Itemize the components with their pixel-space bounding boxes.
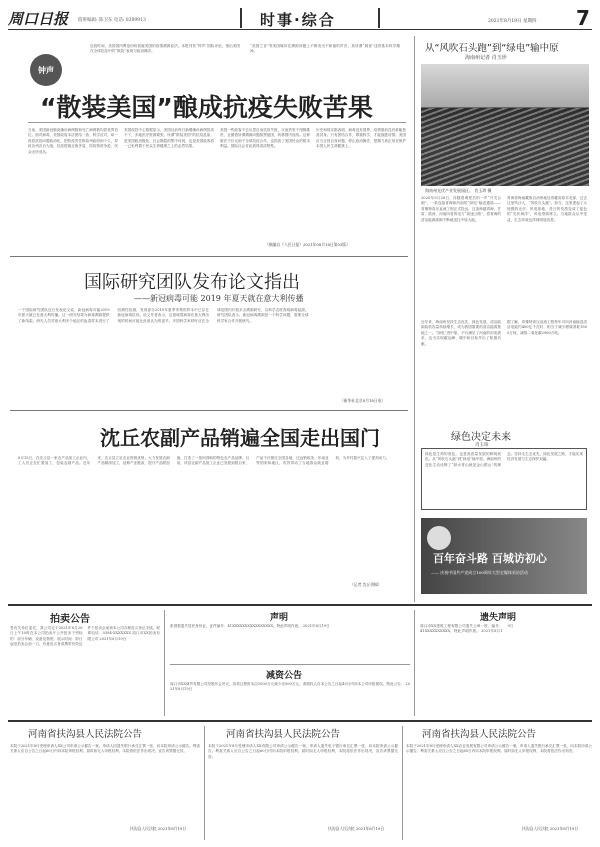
issue-date: 2021年8月19日 星期四: [488, 19, 537, 24]
banner-main: 百年奋斗路 百城访初心: [433, 552, 547, 565]
rule: [402, 726, 403, 840]
research-subhead: ——新冠病毒可能 2019 年夏天就在意大利传播: [134, 294, 304, 303]
right-body-2: 青海省海南藏族自治州地处青藏高原东北部，过去这里风沙大、“风吹石头跑”。如今，这里建起了大规模的光伏、风电基地，昔日的荒漠变成了蓝色的“光伏海洋”，风电塔筒林立。当地群众从中受益，生态环境也得到明显改善。: [507, 196, 587, 222]
lead-body-2: 美国疾控中心数据显示，美国目前每日新增确诊病例居高不下，多地医疗资源紧张。所谓“散装美国”的抗疫乱象，是美国政治极化、社会撕裂的集中体现，也是美国政客将一己私利置于民众生命健康之上的必然结果。: [124, 128, 214, 149]
court-body-2: 本院于2021年8月受理申请人XX有限公司申请公示催告一案，申请人遗失电子银行承兑汇票一张，向本院申请公示催告。利害关系人应自公告之日起60日内向本院申报权利。届时如无人申报权利，本院将依法作出判决，宣告该票据无效。: [208, 744, 398, 759]
capital-reduction-body: 周口市XX商贸有限公司经股东会决议，拟将注册资本由1000万元减少至500万元。请债权人自本公告之日起45日内向本公司申报债权。特此公告。 2021年8月19日: [170, 682, 410, 692]
statement-notice: [170, 610, 410, 660]
page-number: 7: [576, 6, 590, 30]
lost-notice: [420, 610, 590, 716]
court-title-3: 河南省扶沟县人民法院公告: [422, 729, 537, 740]
side-byline: 肖玉珍: [475, 443, 489, 448]
lead-headline: “散装美国”酿成抗疫失败苦果: [40, 93, 373, 122]
divider: [240, 8, 242, 28]
lost-body: 周口市XX建筑工程有限公司遗失公章一枚，编号：41XXXXXXXXXX，特此声明作废。 2021年8月19日: [420, 624, 514, 634]
court-sign-1: 扶沟县人民法院 2021年8月19日: [130, 826, 187, 831]
rule: [8, 720, 592, 722]
court-notice-1: [10, 726, 200, 840]
rule: [170, 664, 410, 665]
agri-article: [10, 414, 408, 592]
editor-info: 值班编辑: 陈卫东 电话: 8389913: [78, 18, 146, 23]
divider: [378, 8, 380, 28]
column-tag: 钟声: [30, 54, 62, 86]
court-title-2: 河南省扶沟县人民法院公告: [226, 729, 341, 740]
right-column: [414, 36, 592, 602]
side-box: [421, 448, 587, 510]
lead-intro-right: “美国之音”等美国媒体在溯源问题上不断发出不和谐的声音，其所谓“调查”违背基本科学精神。: [250, 44, 400, 54]
auction-body: 受有关单位委托，我公司定于2021年8月26日上午10时在本公司拍卖厅公开拍卖下列标的：部分车辆、设备及物资。展示时间：即日起至拍卖会前一日。有意竞买者请携带有效证件于拍卖会前到本公司办理竞买登记手续。联系电话：0394-XXXXXXX 周口市XX拍卖有限公司 2021年8月19日: [10, 626, 160, 647]
lead-body-1: 当前，美国新冠肺炎确诊病例数和死亡病例数均居世界首位。面对病毒，美国政府本应团结一致、科学应对，却一再将抗疫问题政治化，把防疫责任推给州政府和个人，导致各州各自为战，抗疫措施互相矛盾，防疫物资争抢，民众无所适从。: [28, 128, 118, 154]
photo-caption: 海南州光伏产业发展园区。 肖玉珍 摄: [425, 188, 492, 193]
court-notice-3: [406, 726, 592, 840]
agri-body: 8月15日，在沈丘县一家农产品加工企业内，工人们正在忙着加工、包装农副产品。近年来，沈丘县立足农业资源优势，大力发展农副产品精深加工，延伸产业链条，提升产品附加值，打造了一批叫得响的特色农产品品牌。目前，该县农副产品加工企业已发展到数百家，产品不仅销往全国各地，还远销欧美、东南亚等国家和地区，有效带动了当地群众就业增收，为乡村振兴注入了强劲动力。: [18, 456, 390, 466]
rule: [8, 604, 592, 606]
auction-title: 拍卖公告: [50, 614, 90, 625]
emblem-icon: [427, 526, 451, 550]
rule: [10, 410, 408, 411]
court-title-1: 河南省扶沟县人民法院公告: [28, 729, 143, 740]
court-sign-2: 扶沟县人民法院 2021年8月19日: [328, 826, 385, 831]
lost-title: 遗失声明: [480, 613, 517, 623]
statement-title: 声明: [270, 613, 289, 623]
right-body-4: 据了解，青豫特高压直流工程每年可向河南输送清洁电能约400亿千瓦时，相当于减少燃煤消耗1800万吨，减排二氧化碳2960万吨。: [507, 320, 587, 335]
research-headline: 国际研究团队发布论文指出: [84, 272, 300, 293]
court-body-3: 本院于2021年8月受理申请人XX农业发展有限公司申请公示催告一案，申请人遗失银行承兑汇票一张，向本院申请公示催告。利害关系人应自公告之日起60日内向本院申报权利。届时如无人申报权利，本院将依法作出判决。: [406, 744, 592, 754]
lead-body-3: 美国一些政客不去反思自身抗疫失败，反而热衷于甩锅推责，企图借所谓溯源问题抹黑他国，转移国内视线。这种做法不仅无助于全球抗疫合作，也损害了美国民众的根本利益。国际社会对此看得清清楚楚。: [220, 128, 310, 149]
rule: [28, 122, 406, 123]
agri-source: （记者 沈丘供稿）: [350, 582, 382, 587]
solar-farm-photo: [421, 64, 589, 186]
court-body-1: 本院于2021年8月受理申请人XX公司申请公示催告一案，申请人因遗失银行承兑汇票一张，向本院申请公示催告。利害关系人应自公告之日起60日内向本院申报权利。届时如无人申报权利，本院将依法作出判决，宣告该票据无效。: [10, 744, 200, 754]
side-title: 绿色决定未来: [451, 432, 511, 443]
section-title: 时事·综合: [260, 11, 336, 29]
anniversary-banner: [421, 518, 587, 594]
statement-body: 张国强遗失居民身份证，证件编号：41XXXXXXXXXXXXXXXX，特此声明作废。 2021年8月19日: [170, 624, 330, 628]
right-body-3: 近年来，海南州坚持生态优先、绿色发展，清洁能源装机容量持续增长，成为我国重要的清洁能源基地之一。“绿电”进中原，不仅满足了河南的用电需求，也为实现碳达峰、碳中和目标作出了积极贡献。: [421, 320, 501, 346]
right-headline: 从“风吹石头跑”到“绿电”输中原: [425, 43, 559, 54]
solar-panels: [421, 108, 589, 186]
lead-intro: 近段时间，美国国内舆论纷纷质疑美国的疫情溯源说法。本报刊发“钟声”国际评论，指出美国在全球抗疫中的“散装”表现与政治操弄。: [90, 44, 240, 54]
banner-sub: —— 庆祝中国共产党成立100周年大型全媒体采访活动: [431, 570, 528, 575]
rule: [10, 256, 408, 257]
court-notice-2: [208, 726, 398, 840]
masthead: [8, 8, 592, 30]
research-source: （新华社北京8月18日电）: [340, 398, 386, 403]
rule: [414, 610, 415, 716]
research-body: 一个国际研究团队近日发表论文说，新冠病毒可能2019年夏天就已在意大利传播。这一研究结果为病毒溯源提供了新线索。研究人员对意大利多个地区的血清样本进行了回溯性检测，发现部分2019年夏季采集的样本中已存在新冠病毒抗体。论文作者表示，这意味着病毒在意大利出现的时间可能比此前认为的更早。多国科学家呼吁应在全球范围内开展多点溯源研究，以科学态度查明病毒起源。研究团队表示，新冠病毒溯源是一个科学问题，需要全球科学家合作开展研究。: [18, 308, 309, 323]
capital-reduction-title: 减资公告: [266, 671, 303, 681]
capital-reduction-notice: [170, 668, 410, 716]
lead-source: （摘编自《人民日报》2021年08月18日第03版）: [265, 242, 350, 247]
right-body-1: 2020年9月28日，伴随着调度员的一声“开关合闸”，一条连接青海和河南的“绿电”输送通道——青豫特高压直流工程正式投运。这条跨越青海、甘肃、陕西、河南四省的电力“高速公路”，将青海的清洁能源源源不断地送往中原大地。: [421, 196, 501, 222]
side-body: 绿色是生命的底色，也是高质量发展的鲜明底色。从“风吹石头跑”到“绿电”输中原，海南州的变化生动诠释了“绿水青山就是金山银山”的理念。坚持走生态优先、绿色发展之路，才能实现经济发展与生态保护双赢。: [425, 452, 583, 467]
auction-notice: [10, 610, 160, 716]
court-sign-3: 扶沟县人民法院 2021年8月19日: [522, 826, 579, 831]
lead-article: [10, 36, 406, 252]
lead-body-4: 历史和现实都表明，病毒没有国界，疫情面前没有谁能独善其身。只有团结合作，尊重科学，才能战胜疫情。美国应当正视自身问题，停止政治操弄，把精力真正用在保护本国人民生命健康上。: [316, 128, 406, 149]
agri-headline: 沈丘农副产品销遍全国走出国门: [100, 426, 380, 450]
rule: [204, 726, 205, 840]
paper-name: 周口日报: [8, 10, 69, 28]
right-byline: 海南州记者 肖玉珍: [465, 55, 507, 61]
research-article: [10, 260, 408, 408]
rule: [164, 610, 165, 716]
